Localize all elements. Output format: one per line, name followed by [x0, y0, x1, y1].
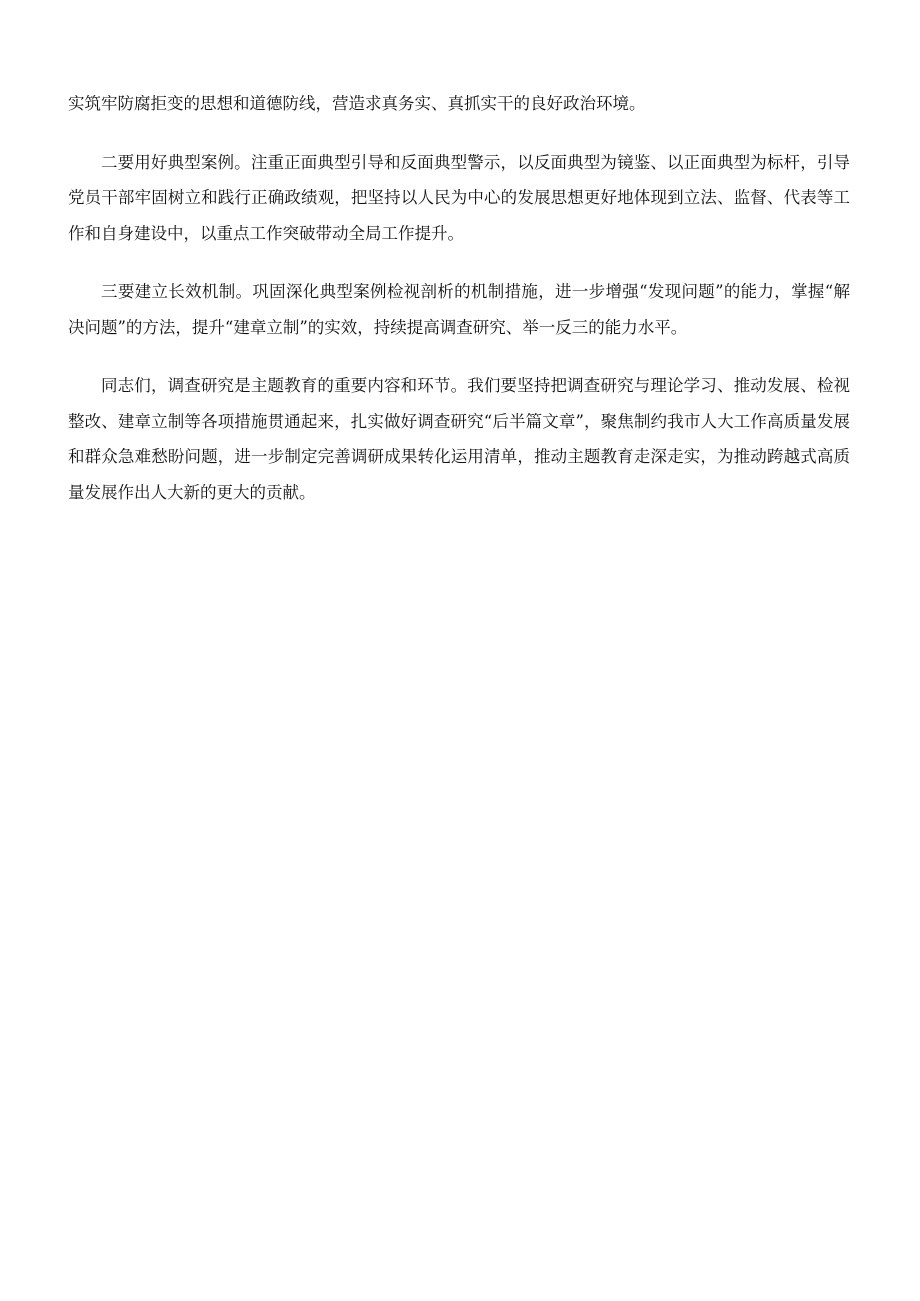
paragraph-typical-cases: 二要用好典型案例。注重正面典型引导和反面典型警示，以反面典型为镜鉴、以正面典型为标杆，引导党员干部牢固树立和践行正确政绩观，把坚持以人民为中心的发展思想更好地体现到立法、监督、代表等工作和自身建设中，以重点工作突破带动全局工作提升。	[68, 152, 850, 243]
paragraph-closing-remarks: 同志们，调查研究是主题教育的重要内容和环节。我们要坚持把调查研究与理论学习、推动发展、检视整改、建章立制等各项措施贯通起来，扎实做好调查研究“后半篇文章”，聚焦制约我市人大工作高质量发展和群众急难愁盼问题，进一步制定完善调研成果转化运用清单，推动主题教育走深走实，为推动跨越式高质量发展作出人大新的更大的贡献。	[68, 376, 850, 502]
paragraph-long-term-mechanism: 三要建立长效机制。巩固深化典型案例检视剖析的机制措施，进一步增强“发现问题”的能力，掌握“解决问题”的方法，提升“建章立制”的实效，持续提高调查研究、举一反三的能力水平。	[68, 282, 850, 337]
document-body	[68, 86, 850, 510]
paragraph-continuation: 实筑牢防腐拒变的思想和道德防线，营造求真务实、真抓实干的良好政治环境。	[68, 94, 646, 113]
